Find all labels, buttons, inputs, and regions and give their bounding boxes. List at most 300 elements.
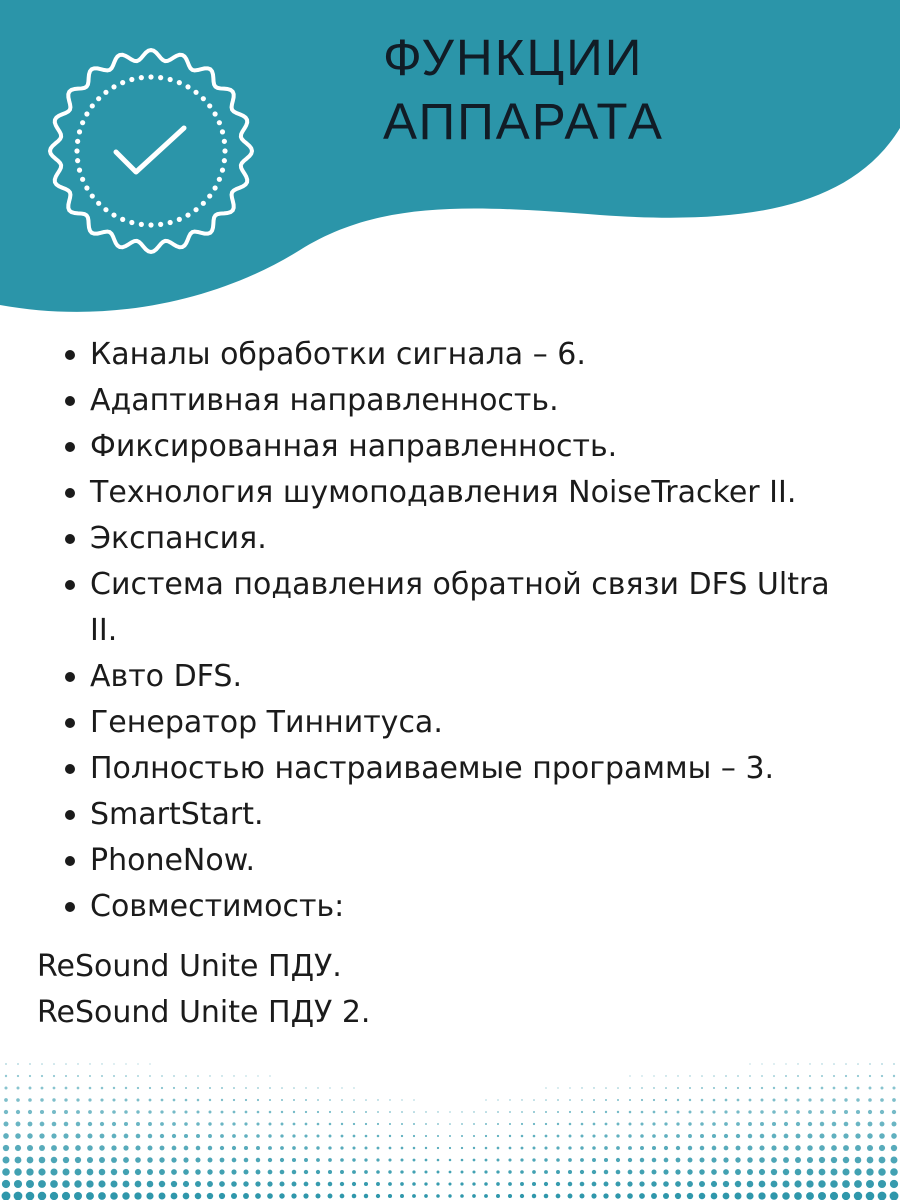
halftone-dot — [891, 1133, 897, 1139]
halftone-dot — [497, 1123, 499, 1125]
halftone-dot — [88, 1122, 92, 1126]
halftone-dot — [545, 1099, 547, 1101]
halftone-dot — [267, 1193, 273, 1199]
halftone-dot — [735, 1181, 741, 1187]
halftone-dot — [62, 1192, 70, 1200]
halftone-dot — [687, 1193, 693, 1199]
halftone-dot — [891, 1157, 898, 1164]
halftone-dot — [412, 1170, 415, 1173]
halftone-dot — [641, 1087, 643, 1089]
halftone-dot — [782, 1192, 790, 1200]
halftone-dot — [425, 1135, 427, 1137]
badge-dot — [111, 212, 116, 217]
list-item: SmartStart. — [90, 792, 860, 838]
halftone-dot — [604, 1146, 608, 1150]
halftone-dot — [663, 1193, 669, 1199]
halftone-dot — [521, 1147, 524, 1150]
halftone-dot — [149, 1087, 151, 1089]
halftone-dot — [725, 1075, 727, 1077]
halftone-dot — [856, 1110, 860, 1114]
halftone-dot — [772, 1134, 777, 1139]
halftone-dot — [196, 1110, 199, 1113]
halftone-dot — [148, 1134, 152, 1138]
halftone-dot — [687, 1169, 692, 1174]
halftone-dot — [890, 1192, 899, 1200]
halftone-dot — [256, 1122, 259, 1125]
halftone-dot — [376, 1182, 380, 1186]
halftone-dot — [195, 1181, 201, 1187]
halftone-dot — [39, 1145, 45, 1151]
halftone-dot — [5, 1075, 7, 1077]
halftone-dot — [844, 1122, 849, 1127]
halftone-dot — [14, 1168, 21, 1175]
halftone-dot — [556, 1194, 561, 1199]
halftone-dot — [725, 1087, 727, 1089]
halftone-dot — [184, 1134, 188, 1138]
halftone-dot — [713, 1099, 716, 1102]
halftone-dot — [737, 1099, 740, 1102]
halftone-dot — [293, 1111, 295, 1113]
halftone-dot — [304, 1146, 308, 1150]
halftone-dot — [784, 1098, 787, 1101]
halftone-dot — [101, 1075, 103, 1077]
halftone-dot — [281, 1087, 283, 1089]
halftone-dot — [484, 1170, 487, 1173]
halftone-dot — [629, 1123, 632, 1126]
halftone-dot — [461, 1147, 463, 1149]
halftone-dot — [101, 1087, 104, 1090]
halftone-dot — [496, 1182, 500, 1186]
halftone-dot — [699, 1181, 705, 1187]
halftone-dot — [209, 1087, 211, 1089]
halftone-dot — [219, 1193, 225, 1199]
badge-dot — [222, 158, 227, 163]
halftone-dot — [161, 1099, 164, 1102]
halftone-dot — [401, 1135, 403, 1137]
halftone-dot — [53, 1063, 55, 1065]
halftone-dot — [628, 1134, 631, 1137]
halftone-dot — [401, 1147, 404, 1150]
check-mark — [116, 128, 184, 172]
halftone-dot — [533, 1135, 536, 1138]
halftone-dot — [723, 1169, 729, 1175]
halftone-dot — [231, 1181, 237, 1187]
halftone-dot — [341, 1123, 343, 1125]
halftone-dot — [340, 1170, 344, 1174]
badge-dot — [103, 207, 108, 212]
halftone-dot — [292, 1134, 295, 1137]
halftone-dot — [124, 1110, 128, 1114]
halftone-dot — [328, 1170, 332, 1174]
halftone-dot — [568, 1158, 572, 1162]
halftone-dot — [377, 1111, 379, 1113]
halftone-dot — [111, 1169, 117, 1175]
halftone-dot — [890, 1168, 898, 1176]
halftone-dot — [557, 1123, 559, 1125]
halftone-dot — [472, 1194, 476, 1198]
halftone-dot — [893, 1075, 895, 1077]
halftone-dot — [878, 1192, 887, 1200]
halftone-dot — [38, 1192, 46, 1200]
halftone-dot — [365, 1111, 367, 1113]
halftone-dot — [388, 1170, 391, 1173]
halftone-dot — [687, 1181, 693, 1187]
compatibility-item: ReSound Unite ПДУ. — [37, 949, 342, 984]
halftone-dot — [880, 1122, 885, 1127]
halftone-dot — [28, 1110, 32, 1114]
halftone-dot — [520, 1170, 524, 1174]
halftone-dot — [892, 1098, 896, 1102]
halftone-dot — [616, 1134, 619, 1137]
halftone-dot — [724, 1146, 729, 1151]
halftone-dot — [663, 1169, 668, 1174]
halftone-dot — [256, 1158, 260, 1162]
halftone-dot — [845, 1063, 847, 1065]
halftone-dot — [664, 1134, 668, 1138]
halftone-dot — [544, 1182, 548, 1186]
halftone-dot — [795, 1157, 801, 1163]
halftone-dot — [64, 1098, 67, 1101]
halftone-dot — [316, 1146, 319, 1149]
halftone-dot — [196, 1146, 201, 1151]
halftone-dot — [842, 1192, 850, 1200]
halftone-dot — [3, 1145, 9, 1151]
halftone-dot-pattern — [0, 1010, 900, 1200]
halftone-dot — [569, 1087, 570, 1088]
halftone-dot — [892, 1110, 896, 1114]
title-line-1: ФУНКЦИИ — [383, 29, 644, 86]
halftone-dot — [604, 1170, 608, 1174]
halftone-dot — [783, 1181, 790, 1188]
halftone-dot — [125, 1087, 127, 1089]
halftone-dot — [701, 1099, 704, 1102]
list-item: Технология шумоподавления NoiseTracker II. — [90, 470, 860, 516]
halftone-dot — [688, 1158, 693, 1163]
halftone-dot — [473, 1111, 474, 1112]
halftone-dot — [556, 1170, 560, 1174]
halftone-dot — [819, 1145, 825, 1151]
halftone-dot — [269, 1111, 272, 1114]
halftone-dot — [711, 1181, 717, 1187]
halftone-dot — [652, 1122, 655, 1125]
halftone-dot — [820, 1098, 823, 1101]
halftone-dot — [269, 1099, 271, 1101]
halftone-dot — [280, 1146, 284, 1150]
halftone-dot — [75, 1157, 81, 1163]
halftone-dot — [221, 1111, 224, 1114]
halftone-dot — [195, 1169, 201, 1175]
halftone-dot — [303, 1193, 308, 1198]
halftone-dot — [689, 1111, 692, 1114]
halftone-dot — [736, 1146, 741, 1151]
halftone-dot — [677, 1099, 679, 1101]
halftone-dot — [377, 1123, 379, 1125]
halftone-dot — [604, 1182, 609, 1187]
halftone-dot — [893, 1063, 895, 1065]
badge-dot — [212, 185, 217, 190]
halftone-dot — [137, 1087, 139, 1089]
halftone-dot — [50, 1168, 57, 1175]
halftone-dot — [580, 1170, 584, 1174]
halftone-dot — [400, 1170, 403, 1173]
halftone-dot — [796, 1134, 801, 1139]
badge-dot — [222, 148, 227, 153]
halftone-dot — [712, 1110, 715, 1113]
halftone-dot — [149, 1063, 150, 1064]
halftone-dot — [401, 1111, 403, 1113]
halftone-dot — [124, 1134, 129, 1139]
halftone-dot — [353, 1099, 355, 1101]
halftone-dot — [135, 1169, 141, 1175]
halftone-dot — [413, 1135, 415, 1137]
halftone-dot — [617, 1099, 619, 1101]
halftone-dot — [38, 1168, 45, 1175]
halftone-dot — [832, 1122, 837, 1127]
halftone-dot — [17, 1063, 19, 1065]
halftone-dot — [699, 1193, 706, 1200]
halftone-dot — [437, 1171, 440, 1174]
halftone-dot — [771, 1181, 778, 1188]
halftone-dot — [533, 1123, 535, 1125]
halftone-dot — [869, 1075, 871, 1077]
halftone-dot — [376, 1158, 379, 1161]
halftone-dot — [797, 1075, 799, 1077]
halftone-dot — [29, 1063, 31, 1065]
halftone-dot — [520, 1182, 524, 1186]
halftone-dot — [748, 1110, 751, 1113]
halftone-dot — [761, 1063, 762, 1064]
halftone-dot — [389, 1099, 390, 1100]
halftone-dot — [135, 1145, 140, 1150]
halftone-dot — [545, 1111, 547, 1113]
halftone-dot — [89, 1063, 90, 1064]
halftone-dot — [855, 1133, 860, 1138]
halftone-dot — [497, 1159, 500, 1162]
halftone-dot — [641, 1111, 644, 1114]
halftone-dot — [711, 1193, 718, 1200]
halftone-dot — [353, 1087, 354, 1088]
halftone-dot — [352, 1194, 357, 1199]
halftone-dot — [689, 1099, 691, 1101]
halftone-dot — [183, 1169, 189, 1175]
halftone-dot — [293, 1123, 296, 1126]
halftone-dot — [75, 1169, 82, 1176]
halftone-dot — [400, 1182, 404, 1186]
halftone-dot — [184, 1122, 188, 1126]
halftone-dot — [101, 1063, 102, 1064]
halftone-dot — [329, 1123, 332, 1126]
halftone-dot — [364, 1194, 368, 1198]
halftone-dot — [485, 1147, 488, 1150]
halftone-dot — [28, 1122, 33, 1127]
halftone-dot — [831, 1133, 836, 1138]
halftone-dot — [651, 1193, 657, 1199]
halftone-dot — [545, 1135, 548, 1138]
halftone-dot — [770, 1192, 777, 1199]
halftone-dot — [544, 1170, 548, 1174]
halftone-dot — [881, 1063, 883, 1065]
halftone-dot — [831, 1157, 837, 1163]
halftone-dot — [15, 1157, 22, 1164]
halftone-dot — [749, 1063, 750, 1064]
halftone-dot — [257, 1075, 258, 1076]
halftone-dot — [16, 1098, 20, 1102]
halftone-dot — [352, 1158, 355, 1161]
halftone-dot — [316, 1134, 319, 1137]
halftone-dot — [111, 1145, 116, 1150]
halftone-dot — [866, 1180, 874, 1188]
halftone-dot — [413, 1123, 415, 1125]
halftone-dot — [89, 1087, 92, 1090]
halftone-dot — [785, 1063, 786, 1064]
halftone-dot — [161, 1075, 163, 1077]
halftone-dot — [831, 1169, 838, 1176]
halftone-dot — [256, 1170, 261, 1175]
halftone-dot — [425, 1111, 426, 1112]
halftone-dot — [221, 1075, 222, 1076]
badge-dot — [80, 120, 85, 125]
halftone-dot — [497, 1099, 498, 1100]
halftone-dot — [868, 1110, 872, 1114]
halftone-dot — [29, 1075, 31, 1077]
halftone-dot — [197, 1075, 199, 1077]
halftone-dot — [700, 1134, 704, 1138]
halftone-dot — [352, 1182, 356, 1186]
halftone-dot — [568, 1170, 572, 1174]
halftone-dot — [568, 1194, 573, 1199]
badge-dot — [148, 74, 153, 79]
halftone-dot — [820, 1122, 824, 1126]
halftone-dot — [892, 1086, 895, 1089]
halftone-dot — [436, 1182, 439, 1185]
badge-dot — [84, 185, 89, 190]
halftone-dot — [41, 1087, 44, 1090]
halftone-dot — [26, 1168, 33, 1175]
halftone-dot — [748, 1122, 752, 1126]
halftone-dot — [821, 1075, 823, 1077]
halftone-dot — [843, 1145, 849, 1151]
halftone-dot — [843, 1157, 849, 1163]
halftone-dot — [807, 1145, 813, 1151]
halftone-dot — [148, 1146, 153, 1151]
halftone-dot — [665, 1111, 668, 1114]
halftone-dot — [842, 1168, 849, 1175]
halftone-dot — [677, 1075, 678, 1076]
halftone-dot — [557, 1111, 559, 1113]
halftone-dot — [413, 1147, 416, 1150]
halftone-dot — [640, 1170, 645, 1175]
halftone-dot — [628, 1158, 632, 1162]
halftone-dot — [329, 1111, 331, 1113]
halftone-dot — [866, 1192, 875, 1200]
halftone-dot — [592, 1170, 596, 1174]
halftone-dot — [665, 1087, 667, 1089]
badge-dot — [129, 220, 134, 225]
halftone-dot — [100, 1134, 105, 1139]
halftone-dot — [51, 1145, 57, 1151]
halftone-dot — [854, 1168, 861, 1175]
halftone-dot — [172, 1146, 177, 1151]
halftone-dot — [676, 1146, 680, 1150]
halftone-dot — [185, 1075, 187, 1077]
halftone-dot — [845, 1075, 847, 1077]
list-item: PhoneNow. — [90, 838, 860, 884]
badge-dot — [222, 139, 227, 144]
halftone-dot — [317, 1099, 319, 1101]
halftone-dot — [628, 1170, 633, 1175]
halftone-dot — [86, 1180, 93, 1187]
halftone-dot — [857, 1063, 859, 1065]
halftone-dot — [581, 1111, 583, 1113]
halftone-dot — [760, 1110, 763, 1113]
halftone-dot — [699, 1169, 705, 1175]
badge-dot — [96, 201, 101, 206]
halftone-dot — [866, 1168, 873, 1175]
halftone-dot — [100, 1122, 104, 1126]
halftone-dot — [532, 1182, 536, 1186]
feature-list — [90, 332, 860, 930]
halftone-dot — [604, 1134, 607, 1137]
badge-dot — [74, 148, 79, 153]
halftone-dot — [39, 1133, 44, 1138]
halftone-dot — [292, 1146, 296, 1150]
halftone-dot — [557, 1099, 559, 1101]
halftone-dot — [676, 1134, 680, 1138]
halftone-dot — [580, 1134, 583, 1137]
halftone-dot — [497, 1135, 499, 1137]
halftone-dot — [4, 1098, 8, 1102]
halftone-dot — [449, 1171, 452, 1174]
halftone-dot — [65, 1063, 67, 1065]
halftone-dot — [808, 1098, 811, 1101]
halftone-dot — [400, 1194, 404, 1198]
halftone-dot — [293, 1099, 295, 1101]
halftone-dot — [639, 1181, 644, 1186]
halftone-dot — [41, 1063, 43, 1065]
halftone-dot — [221, 1099, 223, 1101]
halftone-dot — [880, 1098, 884, 1102]
halftone-dot — [171, 1181, 177, 1187]
halftone-dot — [521, 1123, 523, 1125]
halftone-dot — [532, 1194, 536, 1198]
halftone-dot — [868, 1122, 873, 1127]
badge-dot — [77, 129, 82, 134]
halftone-dot — [17, 1087, 20, 1090]
halftone-dot — [40, 1122, 45, 1127]
halftone-dot — [316, 1158, 320, 1162]
halftone-dot — [652, 1158, 657, 1163]
halftone-dot — [473, 1123, 475, 1125]
halftone-dot — [413, 1159, 416, 1162]
halftone-dot — [784, 1134, 789, 1139]
halftone-dot — [89, 1075, 91, 1077]
halftone-dot — [520, 1158, 523, 1161]
halftone-dot — [629, 1075, 630, 1076]
halftone-dot — [124, 1122, 128, 1126]
halftone-dot — [461, 1171, 464, 1174]
halftone-dot — [735, 1157, 740, 1162]
halftone-dot — [473, 1159, 476, 1162]
halftone-dot — [437, 1159, 440, 1162]
halftone-dot — [821, 1087, 824, 1090]
halftone-dot — [221, 1087, 223, 1089]
halftone-dot — [700, 1110, 703, 1113]
halftone-dot — [867, 1145, 873, 1151]
halftone-dot — [569, 1099, 571, 1101]
halftone-dot — [605, 1099, 607, 1101]
halftone-dot — [111, 1157, 117, 1163]
halftone-dot — [304, 1158, 308, 1162]
